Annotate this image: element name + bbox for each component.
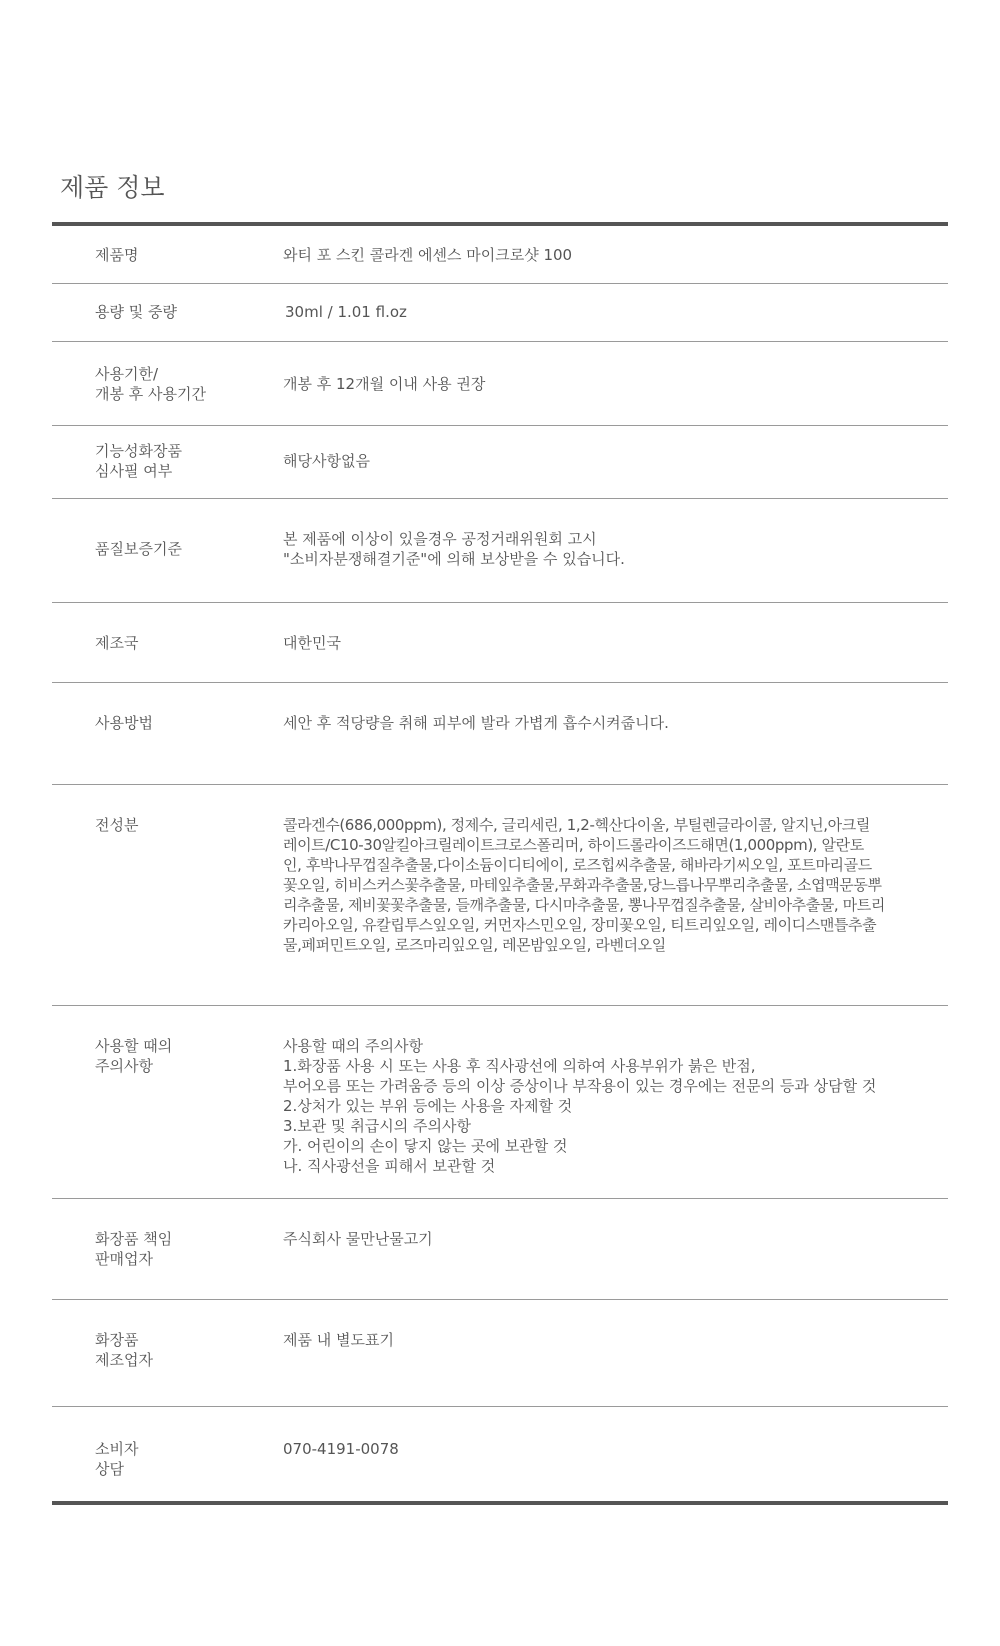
table-row-seller [52, 1199, 948, 1300]
row-label-product-name: 제품명 [95, 246, 139, 264]
row-label-quality: 품질보증기준 [95, 540, 182, 558]
row-value-country: 대한민국 [283, 634, 341, 652]
table-row-functional [52, 426, 948, 499]
table-row-consumer-contact [52, 1407, 948, 1501]
row-label-functional: 기능성화장품 심사필 여부 [95, 442, 182, 480]
table-row-manufacturer [52, 1300, 948, 1407]
table-row-ingredients [52, 785, 948, 1006]
table-row-country [52, 603, 948, 683]
row-value-ingredients: 콜라겐수(686,000ppm), 정제수, 글리세린, 1,2-헥산다이올, 부틸렌글라이콜, 알지닌,아크릴 레이트/C10-30알킬아크릴레이트크로스폴리머, 하이드롤라이즈드해면(1,000ppm), 알란토 인, 후박나무껍질추출물,다이소듐이디티에이, 로즈힙씨추출물, 해바라기씨오일, 포트마리골드 꽃오일, 히비스커스꽃추출물, 마테잎추출물,무화과추출물,당느릅나무뿌리추출물, 소엽맥문동뿌 리추출물, 제비꽃꽃추출물, 들깨추출물, 다시마추출물, 뽕나무껍질추출물, 살비아추출물, 마트리 카리아오일, 유칼립투스잎오일, 커먼자스민오일, 장미꽃오일, 티트리잎오일, 레이디스맨틀추출 물,페퍼민트오일, 로즈마리잎오일, 레몬밤잎오일, 라벤더오일 [283, 816, 885, 954]
product-info-table [52, 222, 948, 1505]
row-value-volume: 30ml / 1.01 fl.oz [285, 303, 407, 321]
row-value-expiry: 개봉 후 12개월 이내 사용 권장 [283, 375, 486, 393]
table-row-quality [52, 499, 948, 603]
row-value-quality: 본 제품에 이상이 있을경우 공정거래위원회 고시 "소비자분쟁해결기준"에 의해 보상받을 수 있습니다. [283, 530, 625, 568]
row-label-expiry: 사용기한/ 개봉 후 사용기간 [95, 365, 206, 403]
row-value-seller: 주식회사 물만난물고기 [283, 1230, 433, 1248]
table-row-product-name [52, 226, 948, 284]
row-value-product-name: 와티 포 스킨 콜라겐 에센스 마이크로샷 100 [283, 246, 573, 264]
table-row-volume [52, 284, 948, 342]
page-title: 제품 정보 [60, 173, 165, 202]
row-label-manufacturer: 화장품 제조업자 [95, 1331, 153, 1369]
row-value-usage: 세안 후 적당량을 취해 피부에 발라 가볍게 흡수시켜줍니다. [283, 714, 669, 732]
row-label-country: 제조국 [95, 634, 139, 652]
row-label-usage: 사용방법 [95, 714, 153, 732]
row-label-ingredients: 전성분 [95, 816, 139, 834]
row-value-consumer-contact: 070-4191-0078 [283, 1440, 399, 1458]
row-label-consumer-contact: 소비자 상담 [95, 1440, 139, 1478]
row-label-seller: 화장품 책임 판매업자 [95, 1230, 173, 1268]
table-row-expiry [52, 342, 948, 426]
row-label-volume: 용량 및 중량 [95, 303, 177, 321]
row-label-precautions: 사용할 때의 주의사항 [95, 1037, 173, 1075]
table-row-precautions [52, 1006, 948, 1199]
row-value-precautions: 사용할 때의 주의사항 1.화장품 사용 시 또는 사용 후 직사광선에 의하여 사용부위가 붉은 반점, 부어오름 또는 가려움증 등의 이상 증상이나 부작용이 있는 경우에는 전문의 등과 상담할 것 2.상처가 있는 부위 등에는 사용을 자제할 것 3.보관 및 취급시의 주의사항 가. 어린이의 손이 닿지 않는 곳에 보관할 것 나. 직사광선을 피해서 보관할 것 [283, 1037, 877, 1175]
table-row-usage [52, 683, 948, 785]
row-value-functional: 해당사항없음 [283, 452, 370, 470]
row-value-manufacturer: 제품 내 별도표기 [283, 1331, 394, 1349]
